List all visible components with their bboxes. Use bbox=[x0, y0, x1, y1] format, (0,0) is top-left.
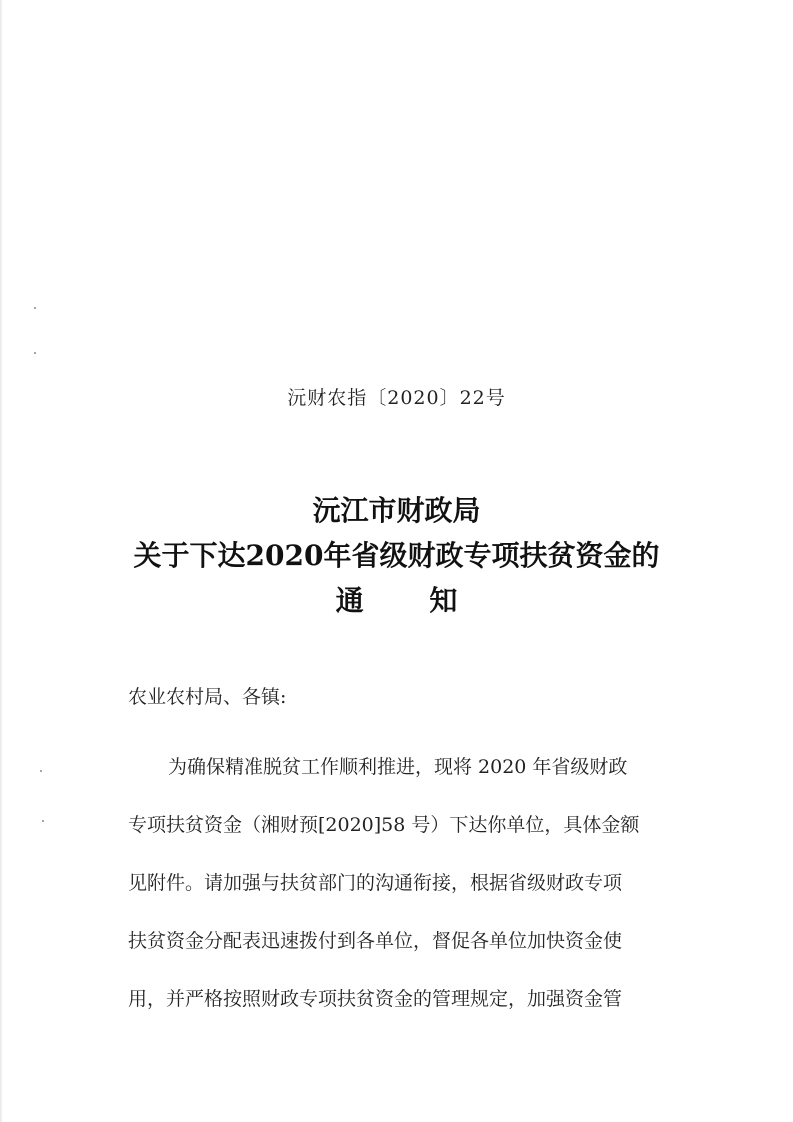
body-line: 用，并严格按照财政专项扶贫资金的管理规定，加强资金管 bbox=[128, 988, 623, 1010]
scan-speck bbox=[40, 770, 42, 772]
body-line: 扶贫资金分配表迅速拨付到各单位，督促各单位加快资金使 bbox=[128, 930, 623, 952]
scan-speck bbox=[42, 820, 44, 822]
body-line: 为确保精准脱贫工作顺利推进，现将 2020 年省级财政 bbox=[168, 756, 628, 778]
scan-speck bbox=[34, 307, 36, 309]
document-title bbox=[0, 488, 793, 623]
title-line-subject: 关于下达2020年省级财政专项扶贫资金的 bbox=[133, 539, 660, 572]
title-line-issuer: 沅江市财政局 bbox=[312, 494, 481, 527]
scan-speck bbox=[34, 352, 36, 354]
title-line-notice: 通 知 bbox=[335, 584, 486, 617]
recipients-line: 农业农村局、各镇: bbox=[128, 686, 287, 708]
body-line: 专项扶贫资金（湘财预[2020]58 号）下达你单位，具体金额 bbox=[128, 814, 640, 836]
body-paragraph bbox=[128, 738, 680, 1028]
body-line: 见附件。请加强与扶贫部门的沟通衔接，根据省级财政专项 bbox=[128, 872, 623, 894]
document-number: 沅财农指〔2020〕22号 bbox=[287, 387, 506, 409]
